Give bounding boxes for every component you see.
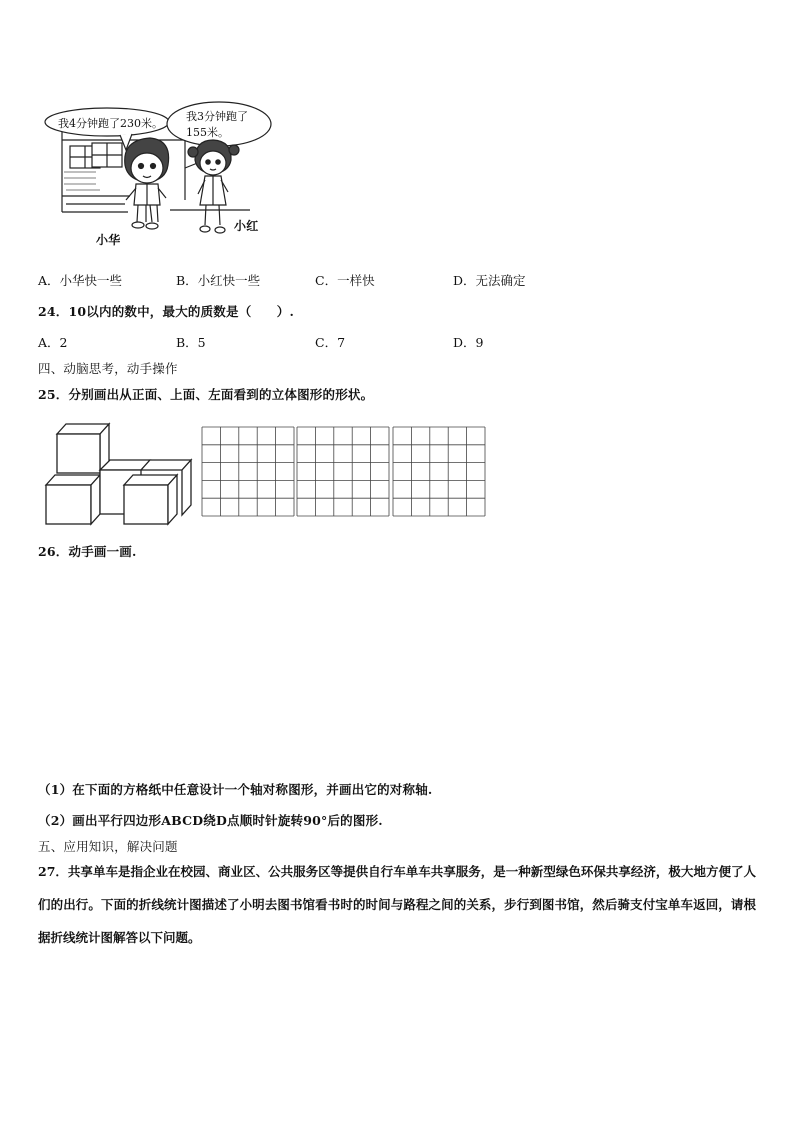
bubble-right-text-line1: 我3分钟跑了: [186, 110, 248, 123]
q24-option-b: B．5: [176, 335, 206, 350]
section-5-heading: 五、应用知识，解决问题: [38, 839, 178, 854]
bubble-right-text-line2: 155米。: [186, 126, 229, 139]
q23-option-a: A．小华快一些: [38, 273, 123, 288]
grid-2: [297, 427, 389, 516]
q23-option-d: D．无法确定: [453, 273, 526, 288]
q24-question: 24．10以内的数中，最大的质数是（ ）.: [38, 304, 295, 319]
q27-paragraph: 27．共享单车是指企业在校园、商业区、公共服务区等提供自行车单车共享服务，是一种新型绿色环保共享经济，极大地方便了人们的出行。下面的折线统计图描述了小明去图书馆看书时的时间与路程之间的关系，步行到图书馆，然后骑支付宝单车返回，请根据折线统计图解答以下问题。: [38, 864, 756, 945]
grid-1: [202, 427, 294, 516]
q23-option-c: C．一样快: [315, 273, 375, 288]
q24-option-c: C．7: [315, 335, 346, 350]
name-xiaohua: 小华: [96, 233, 121, 247]
q23-option-b: B．小红快一些: [176, 273, 261, 288]
section-4-heading: 四、动脑思考，动手操作: [38, 361, 178, 376]
q26-sub1: （1）在下面的方格纸中任意设计一个轴对称图形，并画出它的对称轴.: [38, 782, 433, 797]
bubble-left-text: 我4分钟跑了230米。: [58, 117, 163, 130]
q24-option-d: D．9: [453, 335, 484, 350]
q26-sub2: （2）画出平行四边形ABCD绕D点顺时针旋转90°后的图形.: [38, 813, 383, 828]
name-xiaohong: 小红: [234, 219, 259, 233]
q26-question: 26．动手画一画.: [38, 544, 137, 559]
grid-3: [393, 427, 485, 516]
q24-option-a: A．2: [38, 335, 68, 350]
q25-question: 25．分别画出从正面、上面、左面看到的立体图形的形状。: [38, 387, 374, 402]
